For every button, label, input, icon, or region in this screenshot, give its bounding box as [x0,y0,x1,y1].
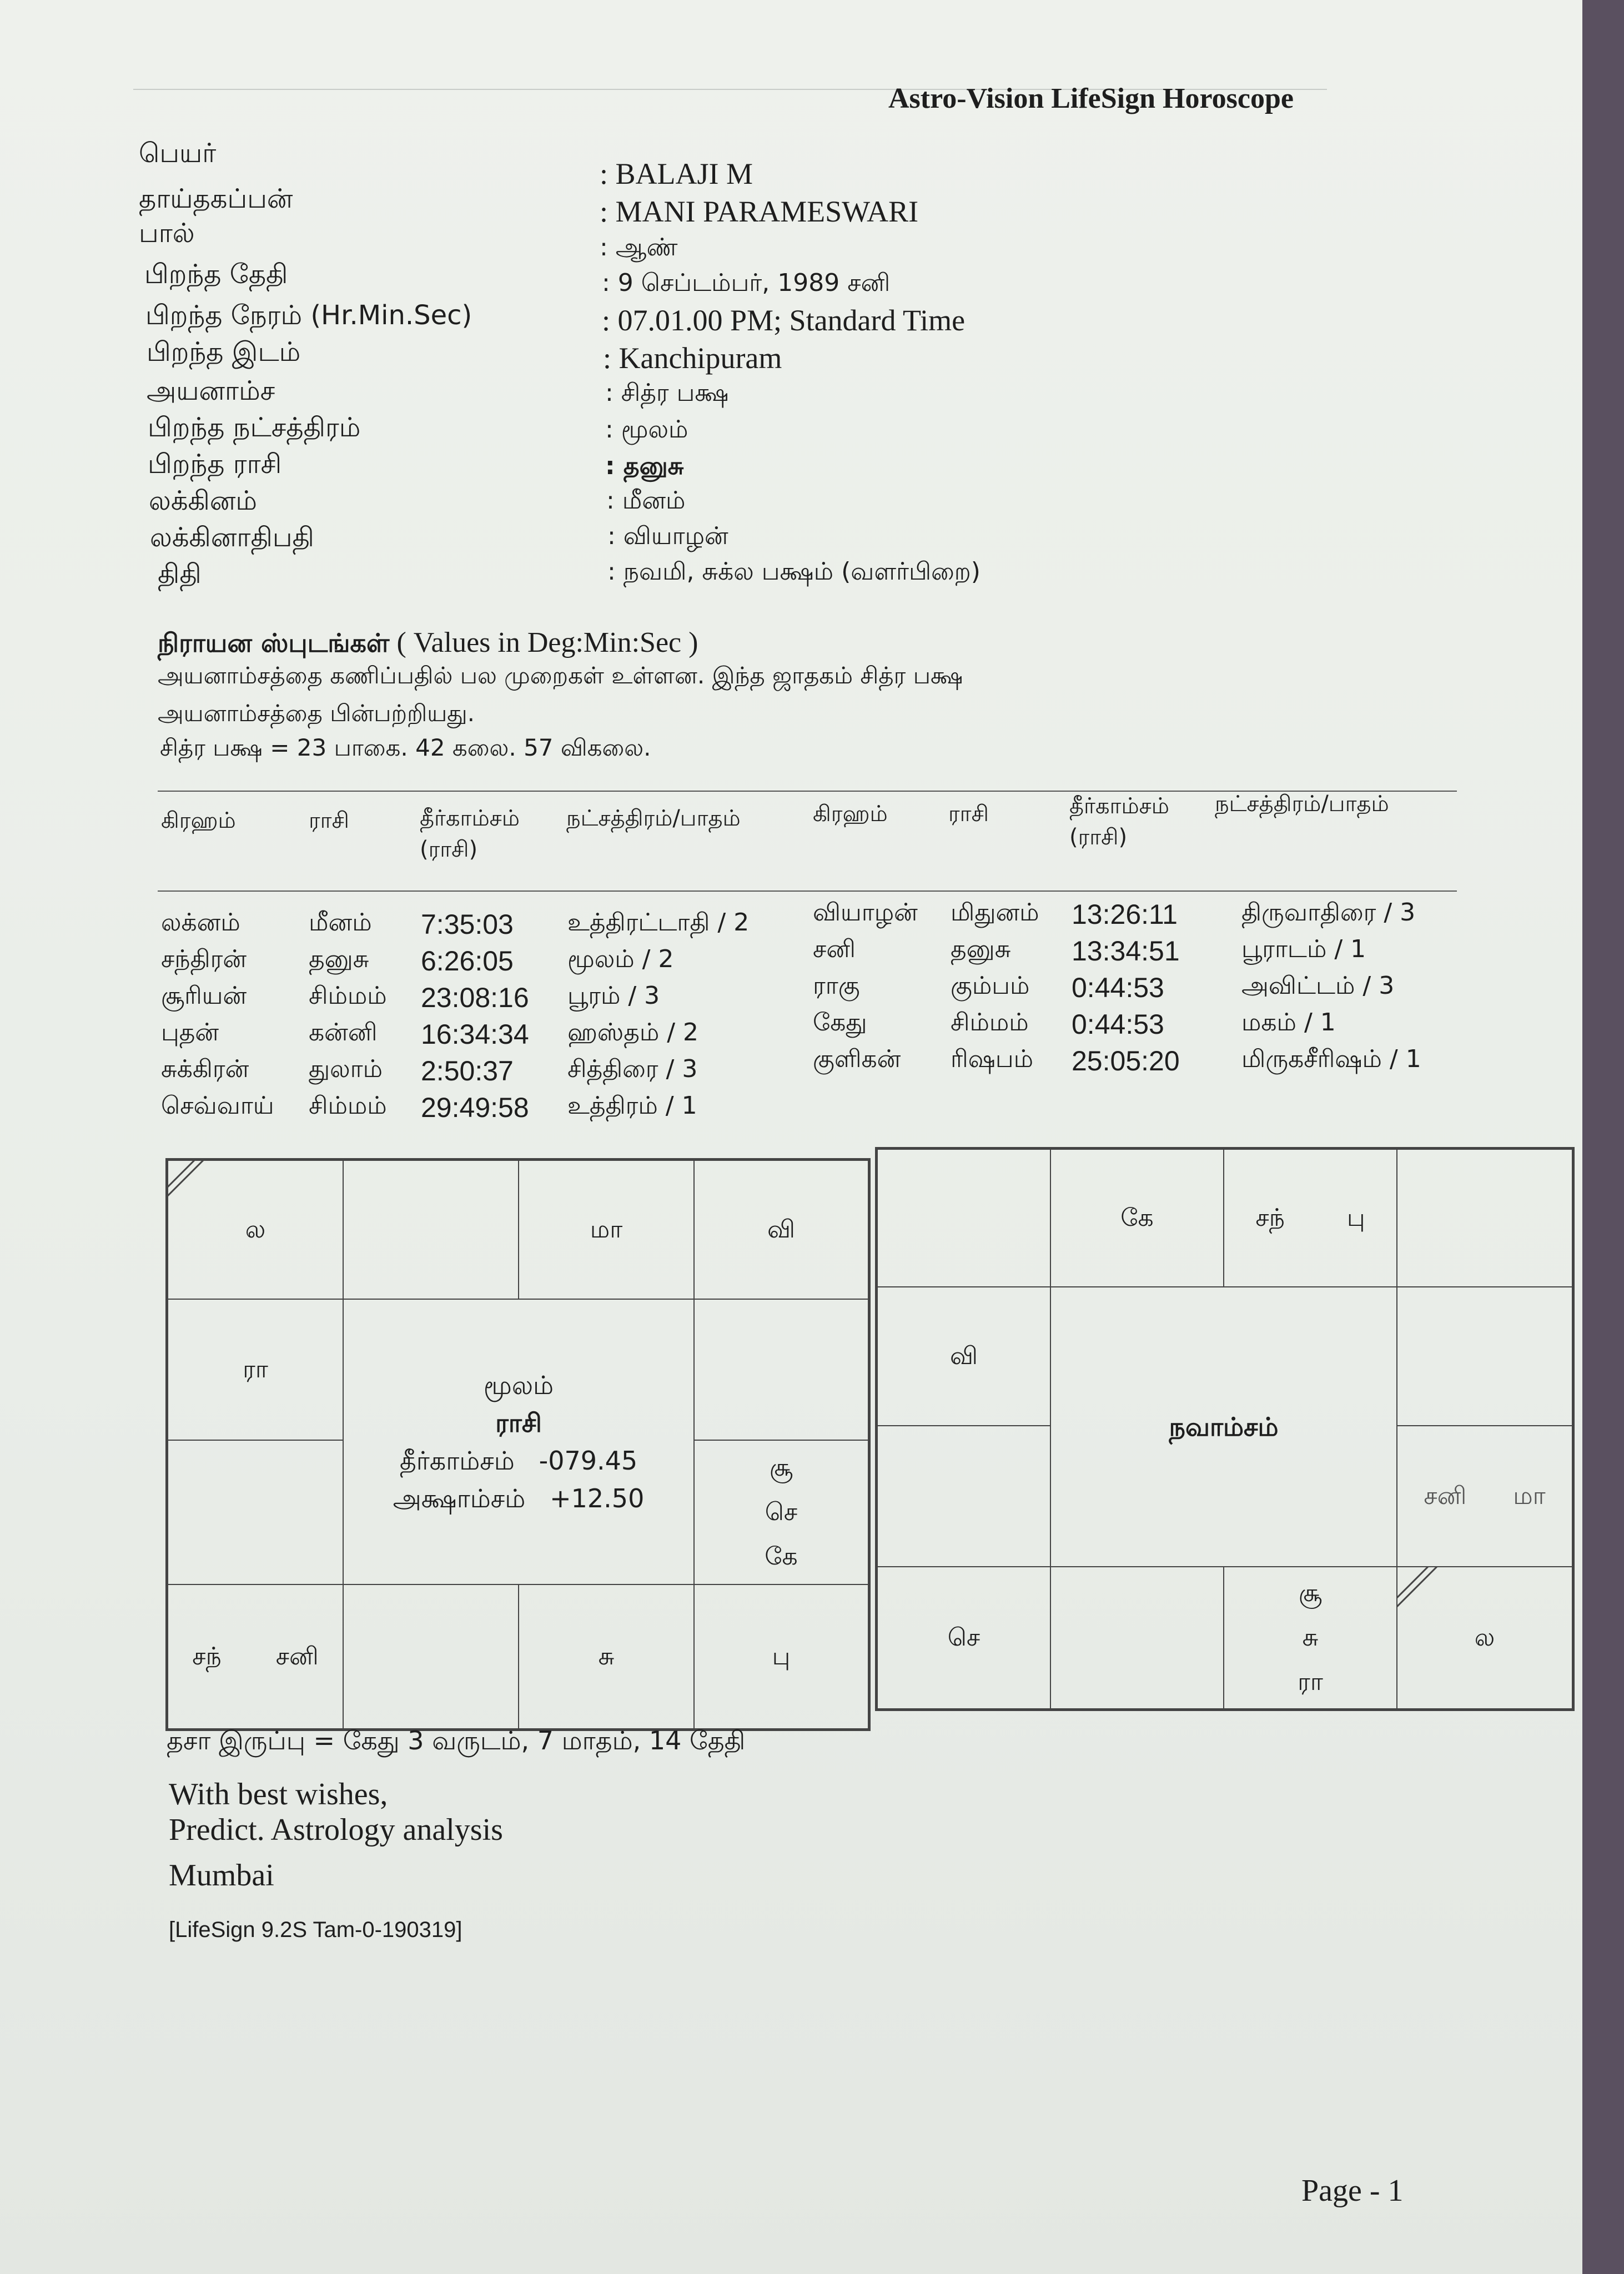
profile-label-lagna: லக்கினம் [149,485,258,516]
navamsa-chart [875,1147,1575,1711]
right-cell-graha: ராகு [813,972,860,1000]
profile-value-lagna: : மீனம் [606,486,686,515]
footer-wishes: With best wishes, [169,1777,388,1812]
footer-city: Mumbai [169,1858,274,1893]
right-cell-graha: சனி [813,935,856,963]
profile-label-rasi: பிறந்த ராசி [148,449,282,480]
rasi-house-meenam: ல [167,1160,344,1300]
left-cell-longitude: 2:50:37 [421,1055,514,1086]
rasi-house-mithunam: வி [693,1160,869,1300]
left-cell-star: மூலம் / 2 [567,945,674,973]
left-cell-rasi: கன்னி [309,1018,378,1047]
spudam-note-2: அயனாம்சத்தை பின்பற்றியது. [158,700,475,727]
left-cell-graha: சுக்கிரன் [161,1055,249,1083]
spudam-heading: நிராயன ஸ்புடங்கள் ( Values in Deg:Min:Sec ) [158,627,698,658]
profile-value-time: : 07.01.00 PM; Standard Time [602,304,966,337]
navamsa-house-thulam: சூ சு ரா [1223,1566,1397,1709]
rasi-house-kanni: பு [693,1584,869,1729]
th-star-left: நட்சத்திரம்/பாதம் [566,806,741,831]
rasi-center-latitude: அக்ஷாம்சம் +12.50 [393,1483,645,1513]
right-cell-longitude: 25:05:20 [1072,1045,1180,1076]
profile-label-place: பிறந்த இடம் [147,336,301,368]
profile-value-dob: : 9 செப்டம்பர், 1989 சனி [602,269,891,297]
rasi-house-viruchigam [343,1584,519,1729]
left-cell-rasi: துலாம் [309,1055,383,1083]
profile-value-tithi: : நவமி, சுக்ல பக்ஷம் (வளர்பிறை) [607,557,981,586]
right-cell-star: பூராடம் / 1 [1241,935,1366,963]
rasi-house-thulam: சு [518,1584,695,1729]
dasa-balance: தசா இருப்பு = கேது 3 வருடம், 7 மாதம், 14 தேதி [167,1725,746,1755]
navamsa-house-simmam: சனி மா [1396,1425,1573,1567]
document-title: Astro-Vision LifeSign Horoscope [888,83,1294,114]
rasi-house-kadagam [693,1299,869,1441]
navamsa-house-makaram [877,1425,1051,1567]
left-cell-star: பூரம் / 3 [567,982,660,1010]
rasi-center-longitude: தீர்காம்சம் -079.45 [399,1446,638,1476]
navamsa-center-title: நவாம்சம் [1169,1412,1279,1442]
profile-value-lagna-lord: : வியாழன் [607,522,728,550]
th-star-right: நட்சத்திரம்/பாதம் [1215,791,1389,817]
right-cell-rasi: தனுசு [951,935,1011,963]
navamsa-house-kanni: ல [1396,1566,1573,1709]
rasi-house-mesham [343,1160,519,1300]
spudam-note-3: சித்ர பக்ஷ = 23 பாகை. 42 கலை. 57 விகலை. [160,734,651,761]
left-cell-longitude: 7:35:03 [421,909,514,940]
rasi-house-makaram [167,1440,344,1585]
profile-label-gender: பால் [139,218,195,249]
page-number: Page - 1 [1301,2174,1404,2208]
navamsa-house-viruchigam [1050,1566,1224,1709]
rasi-house-dhanusu: சந் சனி [167,1584,344,1729]
right-cell-star: அவிட்டம் / 3 [1241,972,1395,1000]
right-cell-rasi: மிதுனம் [951,898,1039,927]
profile-label-tithi: திதி [158,559,202,590]
left-cell-longitude: 6:26:05 [421,945,514,977]
right-cell-star: மகம் / 1 [1241,1008,1336,1037]
th-rasi-left: ராசி [309,808,349,833]
left-cell-rasi: தனுசு [309,945,369,973]
left-cell-graha: லக்னம் [161,908,240,937]
profile-label-parents: தாய்தகப்பன் [139,183,293,214]
left-cell-graha: செவ்வாய் [161,1091,274,1120]
th-longitude-left: தீர்காம்சம் (ராசி) [420,806,520,862]
left-cell-longitude: 29:49:58 [421,1092,529,1123]
rasi-center-title: ராசி [495,1408,542,1438]
profile-value-place: : Kanchipuram [603,341,782,375]
profile-label-dob: பிறந்த தேதி [144,259,288,290]
navamsa-center [1051,1287,1396,1566]
right-cell-graha: கேது [813,1008,867,1037]
rasi-house-kumbam: ரா [167,1299,344,1441]
left-cell-rasi: சிம்மம் [309,982,387,1010]
profile-label-name: பெயர் [139,138,217,169]
left-cell-star: உத்திரம் / 1 [567,1091,697,1120]
software-version: [LifeSign 9.2S Tam-0-190319] [169,1918,462,1942]
right-cell-rasi: ரிஷபம் [951,1045,1034,1073]
left-cell-star: சித்திரை / 3 [567,1055,698,1083]
right-cell-star: மிருகசீரிஷம் / 1 [1241,1045,1421,1073]
th-graha-right: கிரஹம் [813,801,888,827]
right-cell-longitude: 0:44:53 [1072,972,1164,1003]
th-rasi-right: ராசி [948,801,989,827]
profile-value-name: : BALAJI M [600,157,753,190]
profile-value-star: : மூலம் [605,415,688,444]
left-cell-rasi: மீனம் [309,908,372,937]
left-cell-graha: சூரியன் [161,982,247,1010]
profile-value-ayanamsa: : சித்ர பக்ஷ [605,379,729,407]
right-cell-graha: குளிகன் [813,1045,901,1073]
navamsa-lagna-mark-icon [1396,1566,1441,1611]
profile-value-parents: : MANI PARAMESWARI [600,195,919,228]
right-cell-graha: வியாழன் [813,898,918,927]
profile-label-star: பிறந்த நட்சத்திரம் [148,412,361,443]
navamsa-house-meenam [877,1149,1051,1287]
left-cell-graha: சந்திரன் [161,945,247,973]
spudam-note-1: அயனாம்சத்தை கணிப்பதில் பல முறைகள் உள்ளன. இந்த ஜாதகம் சித்ர பக்ஷ [158,662,963,689]
right-cell-longitude: 13:26:11 [1072,899,1178,930]
navamsa-house-kadagam [1396,1286,1573,1426]
profile-label-ayanamsa: அயனாம்ச [147,375,275,406]
right-cell-longitude: 13:34:51 [1072,935,1180,967]
navamsa-house-kumbam: வி [877,1286,1051,1426]
profile-value-rasi: : தனுசு [605,452,684,480]
rasi-house-rishabam: மா [518,1160,695,1300]
right-cell-star: திருவாதிரை / 3 [1241,898,1416,927]
profile-label-time: பிறந்த நேரம் (Hr.Min.Sec) [145,300,472,331]
footer-company: Predict. Astrology analysis [169,1813,503,1847]
profile-value-gender: : ஆண் [600,233,678,261]
left-cell-rasi: சிம்மம் [309,1091,387,1120]
navamsa-house-dhanusu: செ [877,1566,1051,1709]
th-graha-left: கிரஹம் [161,808,236,833]
left-cell-star: உத்திரட்டாதி / 2 [567,908,750,937]
profile-label-lagna-lord: லக்கினாதிபதி [150,522,314,553]
left-cell-longitude: 16:34:34 [421,1019,529,1050]
left-cell-star: ஹஸ்தம் / 2 [567,1018,699,1047]
rasi-center-star: மூலம் [483,1370,554,1400]
left-cell-longitude: 23:08:16 [421,982,529,1013]
right-cell-rasi: சிம்மம் [951,1008,1029,1037]
rasi-center [344,1300,693,1584]
navamsa-house-rishabam: சந் பு [1223,1149,1397,1287]
left-cell-graha: புதன் [161,1018,219,1047]
rasi-chart [165,1158,871,1731]
navamsa-house-mithunam [1396,1149,1573,1287]
rasi-house-simmam: சூ செ கே [693,1440,869,1585]
table-header-rule [158,891,1457,892]
th-longitude-right: தீர்காம்சம் (ராசி) [1069,793,1169,850]
navamsa-house-mesham: கே [1050,1149,1224,1287]
right-cell-longitude: 0:44:53 [1072,1009,1164,1040]
right-cell-rasi: கும்பம் [951,972,1030,1000]
